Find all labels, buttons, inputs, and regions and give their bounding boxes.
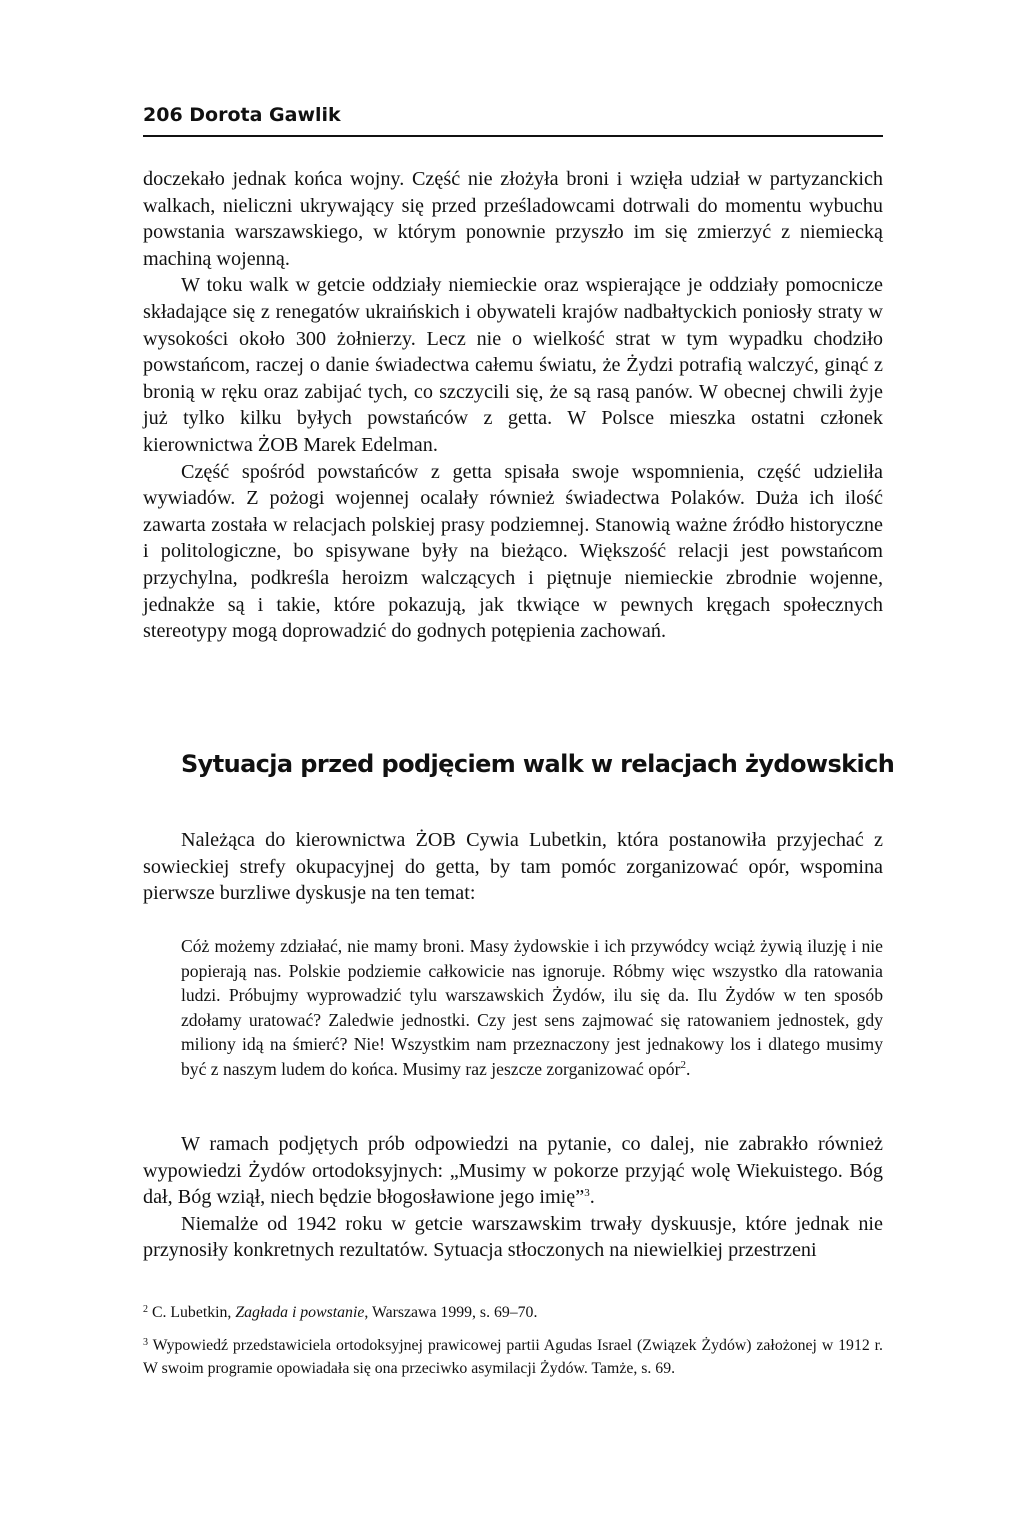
header-rule bbox=[143, 135, 883, 137]
footnote-title: Zagłada i powstanie bbox=[235, 1304, 365, 1321]
footnote-text: Wypowiedź przedstawiciela ortodoksyjnej prawicowej partii Agudas Israel (Związek Żydów) założonej w 1912 r. W swoim programie opowiadała się ona przeciwko asymilacji Żydów. Tamże, s. 69. bbox=[143, 1336, 883, 1377]
footnote-ref: 3 bbox=[584, 1187, 590, 1200]
section-2-text bbox=[143, 1131, 883, 1264]
footnotes bbox=[143, 1298, 883, 1381]
footnote-ref: 2 bbox=[680, 1058, 686, 1071]
footnote-mark: 3 bbox=[143, 1336, 148, 1348]
section-2-intro bbox=[143, 827, 883, 907]
paragraph: Należąca do kierownictwa ŻOB Cywia Lubetkin, która postanowiła przyjechać z sowieckiej strefy okupacyjnej do getta, by tam pomóc zorganizować opór, wspomina pierwsze burzliwe dyskusje na ten temat: bbox=[143, 829, 883, 905]
quote-text: Cóż możemy zdziałać, nie mamy broni. Masy żydowskie i ich przywódcy wciąż żywią iluzję i nie popierają nas. Polskie podziemie całkowicie nas ignoruje. Róbmy więc wszystko dla ratowania ludzi. Próbujmy wyprowadzić tylu warszawskich Żydów, ilu się da. Ilu Żydów w ten sposób zdołamy uratować? Zaledwie jednostki. Czy jest sens zajmować się ratowaniem jednostek, gdy miliony idą na śmierć? Nie! Wszystkim nam przeznaczony jest jednakowy los i dlatego musimy być z naszym ludem do końca. Musimy raz jeszcze zorganizować opór bbox=[181, 936, 883, 1079]
paragraph: doczekało jednak końca wojny. Część nie złożyła broni i wzięła udział w partyzanckich walkach, nieliczni ukrywający się przed prześladowcami dotrwali do momentu wybuchu powstania warszawskiego, w którym ponownie przyszło im się zmierzyć z niemiecką machiną wojenną. bbox=[143, 168, 883, 270]
paragraph-end: . bbox=[589, 1186, 595, 1209]
paragraph-text: W ramach podjętych prób odpowiedzi na pytanie, co dalej, nie zabrakło również wypowiedzi Żydów ortodoksyjnych: „Musimy w pokorze przyjąć wolę Wiekuistego. Bóg dał, Bóg wziął, niech będzie błogosławione jego imię” bbox=[143, 1133, 883, 1209]
paragraph: Część spośród powstańców z getta spisała swoje wspomnienia, część udzieliła wywiadów. Z pożogi wojennej ocalały również świadectwa Polaków. Duża ich ilość zawarta została w relacjach polskiej prasy podziemnej. Stanowią ważne źródło historyczne i politologiczne, bo spisywane były na bieżąco. Większość relacji jest powstańcom przychylna, podkreśla heroizm walczących i piętnuje niemieckie zbrodnie wojenne, jednakże są i takie, które pokazują, jak tkwiące w pewnych kręgach społecznych stereotypy mogą doprowadzić do godnych potępienia zachowań. bbox=[143, 460, 883, 643]
footnote bbox=[143, 1298, 883, 1325]
footnote-author: C. Lubetkin, bbox=[151, 1304, 236, 1321]
footnote bbox=[143, 1331, 883, 1381]
footnote-rest: , Warszawa 1999, s. 69–70. bbox=[364, 1304, 538, 1321]
block-quote bbox=[181, 934, 883, 1081]
paragraph: Niemalże od 1942 roku w getcie warszawskim trwały dyskuusje, które jednak nie przynosiły konkretnych rezultatów. Sytuacja stłoczonych na niewielkiej przestrzeni bbox=[143, 1212, 883, 1262]
footnote-mark: 2 bbox=[143, 1304, 148, 1315]
paragraph bbox=[143, 1131, 883, 1211]
running-head: 206 Dorota Gawlik bbox=[143, 104, 341, 126]
quote-end: . bbox=[685, 1058, 691, 1079]
section-heading: Sytuacja przed podjęciem walk w relacjach żydowskich bbox=[181, 750, 895, 778]
section-1-text bbox=[143, 166, 883, 645]
paragraph: W toku walk w getcie oddziały niemieckie oraz wspierające je oddziały pomocnicze składające się z renegatów ukraińskich i obywateli krajów nadbałtyckich poniosły straty w wysokości około 300 żołnierzy. Lecz nie o wielkość strat w tym wypadku chodziło powstańcom, raczej o danie świadectwa całemu światu, że Żydzi potrafią walczyć, ginąć z bronią w ręku oraz zabijać tych, co szczycili się, że są rasą panów. W obecnej chwili żyje już tylko kilku byłych powstańców z getta. W Polsce mieszka ostatni członek kierownictwa ŻOB Marek Edelman. bbox=[143, 274, 883, 456]
